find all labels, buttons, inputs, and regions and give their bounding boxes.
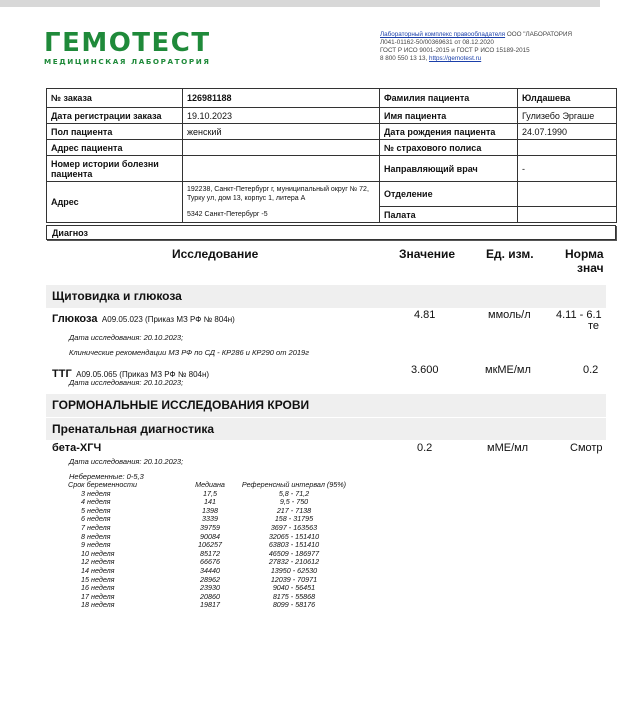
logo-subtitle: МЕДИЦИНСКАЯ ЛАБОРАТОРИЯ bbox=[44, 57, 211, 66]
preg-term: 8 неделя bbox=[81, 531, 111, 541]
preg-header-median: Медиана bbox=[195, 480, 225, 489]
sex-value: женский bbox=[183, 124, 380, 140]
preg-interval: 32065 - 151410 bbox=[268, 531, 320, 541]
preg-interval: 217 - 7138 bbox=[276, 505, 312, 515]
preg-median: 19817 bbox=[200, 600, 220, 610]
preg-term: 16 неделя bbox=[81, 583, 115, 593]
preg-term: 7 неделя bbox=[81, 522, 111, 532]
section-hormones: ГОРМОНАЛЬНЫЕ ИССЛЕДОВАНИЯ КРОВИ bbox=[46, 394, 606, 417]
tsh-unit: мкМЕ/мл bbox=[485, 364, 531, 376]
doctor-value: - bbox=[518, 156, 617, 182]
preg-interval: 63803 - 151410 bbox=[268, 540, 320, 550]
preg-interval: 9,5 - 750 bbox=[279, 497, 309, 507]
section-thyroid: Щитовидка и глюкоза bbox=[46, 285, 606, 308]
hcg-nonpregnant: Небеременные: 0-5,3 bbox=[69, 472, 144, 481]
preg-term: 14 неделя bbox=[81, 565, 115, 575]
glucose-date: Дата исследования: 20.10.2023; bbox=[69, 333, 184, 342]
glucose-note: Клинические рекомендации МЗ РФ по СД - КР286 и КР290 от 2019г bbox=[69, 348, 309, 357]
glucose-unit: ммоль/л bbox=[488, 309, 531, 321]
dob-label: Дата рождения пациента bbox=[380, 124, 518, 140]
dob-value: 24.07.1990 bbox=[518, 124, 617, 140]
lab-info bbox=[380, 31, 610, 63]
preg-median: 1398 bbox=[202, 505, 218, 515]
preg-row bbox=[68, 601, 349, 610]
name-label: Имя пациента bbox=[380, 108, 518, 124]
col-study: Исследование bbox=[172, 247, 259, 261]
lab-website-link[interactable]: https://gemotest.ru bbox=[429, 55, 482, 63]
patient-address-value bbox=[183, 140, 380, 156]
preg-interval: 158 - 31795 bbox=[274, 514, 314, 524]
patient-info-table bbox=[46, 88, 617, 223]
hcg-unit: мМЕ/мл bbox=[487, 442, 529, 454]
doctor-label: Направляющий врач bbox=[380, 156, 518, 182]
preg-median: 20860 bbox=[200, 591, 220, 601]
preg-term: 10 неделя bbox=[81, 548, 115, 558]
glucose-value: 4.81 bbox=[414, 309, 436, 321]
preg-interval: 8175 - 55868 bbox=[272, 591, 316, 601]
preg-term: 9 неделя bbox=[81, 540, 111, 550]
hcg-date: Дата исследования: 20.10.2023; bbox=[69, 457, 184, 466]
preg-term: 4 неделя bbox=[81, 497, 111, 507]
preg-median: 39759 bbox=[200, 522, 220, 532]
preg-term: 12 неделя bbox=[81, 557, 115, 567]
preg-interval: 27832 - 210612 bbox=[268, 557, 320, 567]
lab-gost: ГОСТ Р ИСО 9001-2015 и ГОСТ Р ИСО 15189-2015 bbox=[380, 47, 530, 55]
lab-owner-link[interactable]: Лабораторный комплекс правообладателя bbox=[380, 31, 506, 38]
reg-date-value: 19.10.2023 bbox=[183, 108, 380, 124]
preg-term: 5 неделя bbox=[81, 505, 111, 515]
name-value: Гулизебо Эргаше bbox=[518, 108, 617, 124]
glucose-code: A09.05.023 (Приказ МЗ РФ № 804н) bbox=[101, 315, 235, 324]
hcg-name: бета-ХГЧ bbox=[52, 442, 102, 454]
tsh-norm: 0.2 bbox=[583, 364, 599, 376]
tsh-date: Дата исследования: 20.10.2023; bbox=[69, 378, 184, 387]
diagnosis-row bbox=[46, 225, 616, 240]
col-norm-2: знач bbox=[577, 261, 604, 275]
sex-label: Пол пациента bbox=[47, 124, 183, 140]
diagnosis-label: Диагноз bbox=[52, 228, 88, 238]
preg-median: 28962 bbox=[200, 574, 220, 584]
preg-interval: 8099 - 58176 bbox=[272, 600, 316, 610]
preg-interval: 5,8 - 71,2 bbox=[278, 488, 310, 498]
glucose-norm-2: те bbox=[588, 320, 600, 332]
preg-interval: 12039 - 70971 bbox=[270, 574, 318, 584]
preg-term: 3 неделя bbox=[81, 488, 111, 498]
preg-term: 18 неделя bbox=[81, 600, 115, 610]
hcg-reference-table bbox=[68, 481, 349, 610]
ward-label: Палата bbox=[380, 207, 518, 223]
col-norm: Норма bbox=[565, 247, 604, 261]
order-label: № заказа bbox=[47, 89, 183, 108]
patient-address-label: Адрес пациента bbox=[47, 140, 183, 156]
hcg-value: 0.2 bbox=[417, 442, 433, 454]
preg-interval: 13950 - 62530 bbox=[270, 565, 318, 575]
lab-owner-text: ООО "ЛАБОРАТОРИЯ bbox=[505, 31, 573, 38]
lab-license: Л041-01162-50/00369631 от 08.12.2020 bbox=[380, 39, 494, 47]
tsh-value: 3.600 bbox=[411, 364, 439, 376]
preg-header-term: Срок беременности bbox=[68, 480, 137, 489]
section-prenatal: Пренатальная диагностика bbox=[46, 418, 606, 440]
preg-interval: 46509 - 186977 bbox=[268, 548, 320, 558]
glucose-norm: 4.11 - 6.1 bbox=[556, 309, 602, 321]
logo-title: ГЕМОТЕСТ bbox=[44, 28, 211, 58]
address-label: Адрес bbox=[47, 182, 183, 223]
preg-interval: 9040 - 56451 bbox=[272, 583, 316, 593]
col-value: Значение bbox=[399, 247, 456, 261]
reg-date-label: Дата регистрации заказа bbox=[47, 108, 183, 124]
ward-value bbox=[518, 207, 617, 223]
preg-term: 6 неделя bbox=[81, 514, 111, 524]
glucose-name: Глюкоза bbox=[52, 313, 98, 325]
preg-term: 15 неделя bbox=[81, 574, 115, 584]
history-label: Номер истории болезни пациента bbox=[47, 156, 183, 182]
preg-median: 3339 bbox=[202, 514, 218, 524]
dept-label: Отделение bbox=[380, 182, 518, 207]
col-unit: Ед. изм. bbox=[486, 247, 534, 261]
preg-median: 85172 bbox=[200, 548, 220, 558]
top-bar bbox=[0, 0, 600, 7]
history-value bbox=[183, 156, 380, 182]
preg-interval: 3697 - 163563 bbox=[270, 522, 318, 532]
preg-header-interval: Референсный интервал (95%) bbox=[241, 480, 347, 489]
gemotest-logo bbox=[44, 30, 211, 66]
preg-median: 34440 bbox=[200, 565, 220, 575]
dept-value bbox=[518, 182, 617, 207]
hcg-norm: Смотр bbox=[570, 442, 603, 454]
glucose-row bbox=[52, 309, 235, 327]
surname-value: Юлдашева bbox=[518, 89, 617, 108]
preg-median: 106257 bbox=[198, 540, 222, 550]
surname-label: Фамилия пациента bbox=[380, 89, 518, 108]
tsh-code: A09.05.065 (Приказ МЗ РФ № 804н) bbox=[76, 370, 210, 379]
address-value: 192238, Санкт-Петербург г, муниципальный округ № 72, Турку ул, дом 13, корпус 1, литера А bbox=[183, 182, 380, 207]
policy-label: № страхового полиса bbox=[380, 140, 518, 156]
preg-median: 17,5 bbox=[203, 488, 217, 498]
tsh-name: ТТГ bbox=[52, 368, 72, 380]
order-number: 126981188 bbox=[183, 89, 380, 108]
preg-median: 66676 bbox=[200, 557, 220, 567]
preg-term: 17 неделя bbox=[81, 591, 115, 601]
preg-median: 141 bbox=[204, 497, 216, 507]
policy-value bbox=[518, 140, 617, 156]
preg-median: 23930 bbox=[200, 583, 220, 593]
preg-median: 90084 bbox=[200, 531, 220, 541]
branch-value: 5342 Санкт-Петербург -5 bbox=[183, 207, 380, 223]
lab-phone: 8 800 550 13 13, bbox=[380, 55, 430, 63]
